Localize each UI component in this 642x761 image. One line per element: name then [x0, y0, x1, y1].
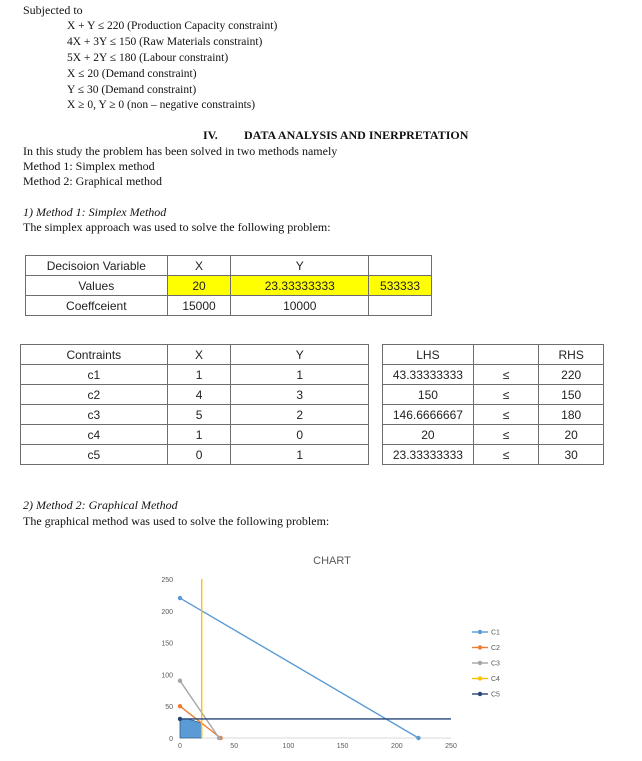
table-cell: 0 — [167, 445, 231, 465]
x-tick-label: 0 — [178, 743, 182, 750]
constraint-5: Y ≤ 30 (Demand constraint) — [67, 84, 197, 96]
table-cell: 2 — [231, 405, 369, 425]
table-cell: 1 — [231, 365, 369, 385]
legend-swatch-marker — [478, 692, 482, 696]
table-cell: 23.33333333 — [231, 276, 369, 296]
table-cell: c5 — [21, 445, 168, 465]
table-row — [26, 256, 432, 276]
table-cell: 5 — [167, 405, 231, 425]
table-cell — [369, 256, 432, 276]
table-cell: ≤ — [473, 385, 539, 405]
chart-title: CHART — [313, 555, 351, 567]
constraint-3: 5X + 2Y ≤ 180 (Labour constraint) — [67, 52, 229, 64]
method2-text: The graphical method was used to solve the following problem: — [23, 514, 330, 528]
legend-swatch-marker — [478, 661, 482, 665]
table-cell: 15000 — [167, 296, 231, 316]
table-row — [21, 365, 369, 385]
table-cell: 150 — [539, 385, 604, 405]
legend-label: C5 — [491, 691, 500, 699]
constraint-1: X + Y ≤ 220 (Production Capacity constraint) — [67, 20, 278, 32]
y-tick-label: 50 — [165, 704, 173, 712]
table-cell: c1 — [21, 365, 168, 385]
table-cell: Coeffceient — [26, 296, 168, 316]
data-point — [178, 679, 182, 683]
simplex-result-table — [25, 255, 432, 316]
table-cell: 20 — [167, 276, 231, 296]
y-tick-label: 200 — [161, 608, 173, 616]
table-cell: X — [167, 345, 231, 365]
table-cell: 1 — [167, 425, 231, 445]
table-cell — [369, 296, 432, 316]
table-row — [383, 345, 604, 365]
method-2-line: Method 2: Graphical method — [23, 174, 162, 188]
table-row — [383, 365, 604, 385]
table-cell: c2 — [21, 385, 168, 405]
table-row — [383, 445, 604, 465]
table-cell: LHS — [383, 345, 474, 365]
x-tick-label: 250 — [445, 743, 457, 750]
table-cell: 150 — [383, 385, 474, 405]
table-cell: RHS — [539, 345, 604, 365]
x-tick-label: 200 — [390, 743, 403, 750]
legend-label: C3 — [491, 660, 500, 668]
table-cell: 43.33333333 — [383, 365, 474, 385]
table-cell: 1 — [231, 445, 369, 465]
y-tick-label: 100 — [161, 672, 173, 680]
table-cell: Contraints — [21, 345, 168, 365]
legend-swatch-marker — [478, 645, 482, 649]
table-cell: 3 — [231, 385, 369, 405]
table-row — [21, 405, 369, 425]
section-title: DATA ANALYSIS AND INERPRETATION — [244, 128, 469, 142]
table-cell: Y — [231, 256, 369, 276]
subject-heading: Subjected to — [23, 3, 83, 17]
constraint-6: X ≥ 0, Y ≥ 0 (non – negative constraints) — [67, 99, 256, 111]
graphical-method-chart — [0, 540, 642, 761]
table-cell: 180 — [539, 405, 604, 425]
y-tick-label: 250 — [161, 577, 173, 584]
method-1-line: Method 1: Simplex method — [23, 159, 155, 173]
constraints-coefficient-table — [20, 344, 369, 465]
table-cell: ≤ — [473, 445, 539, 465]
data-point — [217, 736, 221, 740]
constraint-4: X ≤ 20 (Demand constraint) — [67, 68, 197, 80]
lhs-rhs-table — [382, 344, 604, 465]
chart-legend — [472, 630, 500, 699]
intro-line: In this study the problem has been solved in two methods namely — [23, 144, 338, 158]
data-point — [178, 596, 182, 600]
legend-swatch-marker — [478, 676, 482, 680]
table-row — [21, 385, 369, 405]
table-cell: 0 — [231, 425, 369, 445]
table-row — [21, 425, 369, 445]
table-cell: 30 — [539, 445, 604, 465]
method1-heading: 1) Method 1: Simplex Method — [23, 205, 167, 219]
constraint-2: 4X + 3Y ≤ 150 (Raw Materials constraint) — [67, 36, 263, 48]
table-row — [383, 385, 604, 405]
table-row — [26, 296, 432, 316]
table-cell: 533333 — [369, 276, 432, 296]
method2-heading: 2) Method 2: Graphical Method — [23, 498, 178, 512]
feasible-region — [180, 719, 202, 738]
table-row — [383, 425, 604, 445]
series-line-c1 — [180, 598, 418, 738]
legend-swatch-marker — [478, 630, 482, 634]
plot-area — [161, 577, 457, 750]
legend-label: C1 — [491, 629, 500, 637]
table-cell: 146.6666667 — [383, 405, 474, 425]
table-cell: 20 — [539, 425, 604, 445]
table-cell: ≤ — [473, 425, 539, 445]
y-tick-label: 150 — [161, 640, 173, 648]
data-point — [416, 736, 420, 740]
table-row — [383, 405, 604, 425]
table-cell: 4 — [167, 385, 231, 405]
table-cell: ≤ — [473, 365, 539, 385]
y-tick-label: 0 — [169, 736, 173, 743]
table-cell: c4 — [21, 425, 168, 445]
table-cell: 220 — [539, 365, 604, 385]
table-cell — [473, 345, 539, 365]
table-cell: ≤ — [473, 405, 539, 425]
table-cell: 1 — [167, 365, 231, 385]
table-row — [21, 445, 369, 465]
table-cell: c3 — [21, 405, 168, 425]
table-row — [26, 276, 432, 296]
table-cell: X — [167, 256, 231, 276]
table-cell: 10000 — [231, 296, 369, 316]
data-point — [178, 704, 182, 708]
table-cell: Values — [26, 276, 168, 296]
data-point — [178, 717, 182, 721]
legend-label: C4 — [491, 676, 500, 683]
table-cell: 20 — [383, 425, 474, 445]
legend-label: C2 — [491, 645, 500, 652]
x-tick-label: 100 — [282, 743, 295, 750]
table-row — [21, 345, 369, 365]
table-cell: 23.33333333 — [383, 445, 474, 465]
table-cell: Y — [231, 345, 369, 365]
table-cell: Decisoion Variable — [26, 256, 168, 276]
section-number: IV. — [203, 128, 218, 142]
x-tick-label: 150 — [336, 743, 349, 750]
x-tick-label: 50 — [230, 743, 239, 750]
method1-text: The simplex approach was used to solve the following problem: — [23, 220, 331, 234]
